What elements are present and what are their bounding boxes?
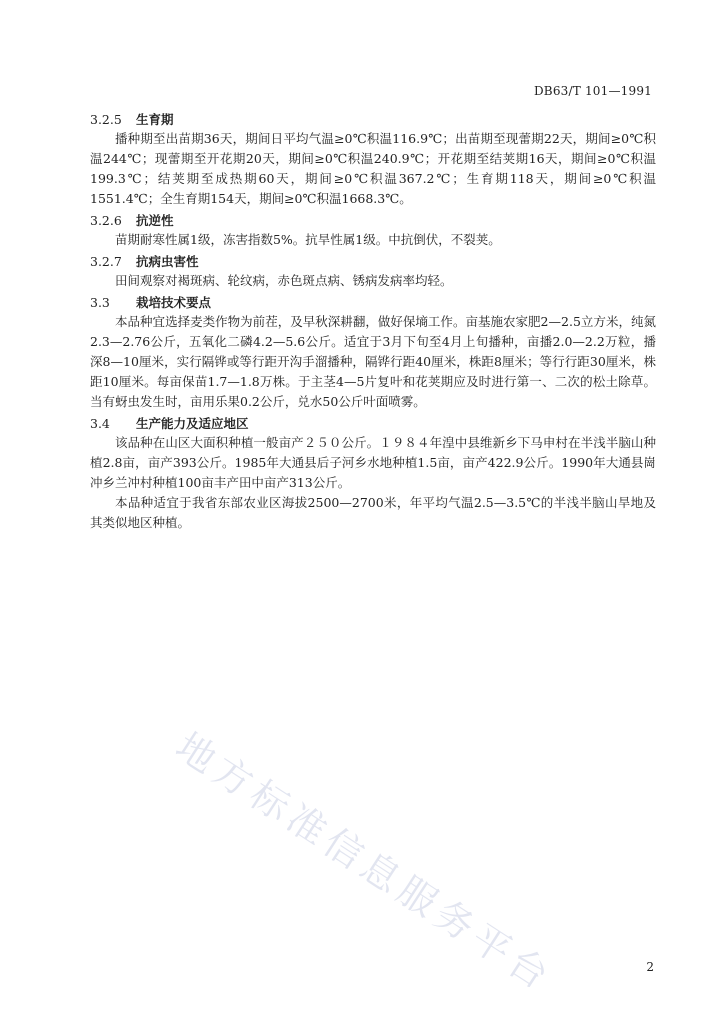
section-heading xyxy=(90,110,656,129)
section-heading xyxy=(90,293,656,312)
section-number: 3.2.6 xyxy=(90,213,122,228)
paragraph: 本品种适宜于我省东部农业区海拔2500—2700米，年平均气温2.5—3.5℃的半浅半脑山旱地及其类似地区种植。 xyxy=(90,495,656,530)
section-title: 栽培技术要点 xyxy=(136,295,212,310)
paragraph: 本品种宜选择麦类作物为前茬，及早秋深耕翻，做好保墒工作。亩基施农家肥2—2.5立方米，纯氮2.3—2.76公斤，五氧化二磷4.2—5.6公斤。适宜于3月下旬至4月上旬播种，亩播2.0—2.2万粒，播深8—10厘米，实行隔铧或等行距开沟手溜播种，隔铧行距40厘米，株距8厘米；等行行距30厘米，株距10厘米。每亩保苗1.7—1.8万株。于主茎4—5片复叶和花荚期应及时进行第一、二次的松土除草。当有蚜虫发生时，亩用乐果0.2公斤，兑水50公斤叶面喷雾。 xyxy=(90,314,656,409)
section-title: 抗病虫害性 xyxy=(136,254,199,269)
section-productivity xyxy=(90,414,656,533)
section-number: 3.2.7 xyxy=(90,254,122,269)
page-number: 2 xyxy=(646,960,654,974)
section-title: 生育期 xyxy=(136,112,174,127)
section-stress-resistance xyxy=(90,211,656,250)
watermark: 地方标准信息服务平台 xyxy=(168,723,562,1001)
section-title: 生产能力及适应地区 xyxy=(136,416,249,431)
section-growth-period xyxy=(90,110,656,209)
section-heading xyxy=(90,252,656,271)
section-number: 3.3 xyxy=(90,295,110,310)
paragraph: 播种期至出苗期36天，期间日平均气温≥0℃积温116.9℃；出苗期至现蕾期22天，期间≥0℃积温244℃；现蕾期至开花期20天，期间≥0℃积温240.9℃；开花期至结荚期16天，期间≥0℃积温199.3℃；结荚期至成热期60天，期间≥0℃积温367.2℃；生育期118天，期间≥0℃积温1551.4℃；全生育期154天，期间≥0℃积温1668.3℃。 xyxy=(90,131,656,206)
section-number: 3.4 xyxy=(90,416,110,431)
section-heading xyxy=(90,211,656,230)
paragraph: 苗期耐寒性属1级，冻害指数5%。抗旱性属1级。中抗倒伏，不裂荚。 xyxy=(115,232,501,247)
section-title: 抗逆性 xyxy=(136,213,174,228)
paragraph: 该品种在山区大面积种植一般亩产２５０公斤。１９８４年湟中县维新乡下马申村在半浅半脑山种植2.8亩，亩产393公斤。1985年大通县后子河乡水地种植1.5亩，亩产422.9公斤。1990年大通县崗冲乡兰冲村种植100亩丰产田中亩产313公斤。 xyxy=(90,435,656,490)
section-heading xyxy=(90,414,656,433)
section-pest-resistance xyxy=(90,252,656,291)
document-body xyxy=(90,108,656,533)
section-number: 3.2.5 xyxy=(90,112,122,127)
document-code-header: DB63/T 101—1991 xyxy=(533,84,652,98)
section-cultivation xyxy=(90,293,656,412)
paragraph: 田间观察对褐斑病、轮纹病，赤色斑点病、锈病发病率均轻。 xyxy=(115,273,453,288)
